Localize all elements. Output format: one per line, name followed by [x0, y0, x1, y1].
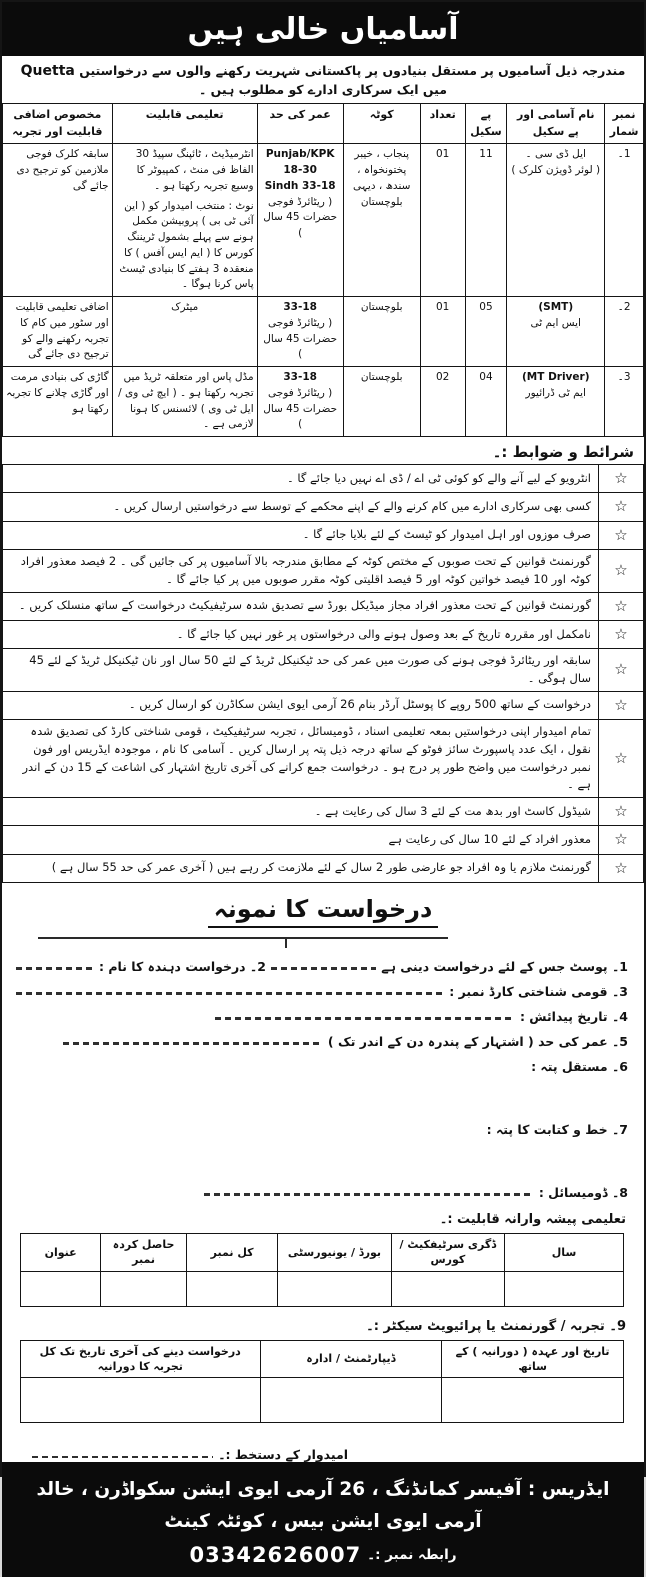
id-box	[382, 937, 412, 939]
domicile-label: 8۔ ڈومیسائل :	[538, 1184, 628, 1200]
intro-after: میں ایک سرکاری ادارے کو مطلوب ہیں ۔	[198, 82, 448, 98]
header-count: تعداد	[420, 104, 465, 144]
job-row-ldc	[3, 144, 644, 297]
post-field-label: 1۔ پوسٹ جس کے لئے درخواست دینی ہے	[381, 958, 628, 974]
id-box	[74, 937, 104, 939]
contact-label: رابطہ نمبر :۔	[367, 1547, 457, 1564]
form-line-dob	[16, 1009, 628, 1024]
job-special: گاڑی کی بنیادی مرمت اور گاڑی چلانے کا تجربہ رکھتا ہو	[3, 367, 113, 437]
job-quota: بلوچستان	[343, 297, 420, 367]
header-quota: کوٹہ	[343, 104, 420, 144]
edu-blank-cell	[101, 1271, 187, 1306]
edu-header-board: بورڈ / یونیورسٹی	[278, 1233, 391, 1271]
exp-blank-cell	[442, 1378, 624, 1423]
form-line-postal-address	[16, 1122, 628, 1137]
job-row-smt	[3, 297, 644, 367]
term-text: کسی بھی سرکاری ادارے میں کام کرنے والے کے اپنے محکمے کے توسط سے درخواستیں ارسال کریں ۔	[3, 493, 599, 521]
job-age-limit: 33-18 ( ریٹائرڈ فوجی حضرات 45 سال )	[257, 297, 343, 367]
term-row	[3, 592, 644, 620]
edu-blank-cell	[391, 1271, 504, 1306]
id-box	[140, 937, 202, 939]
term-text: معذور افراد کے لئے 10 سال کی رعایت ہے	[3, 826, 599, 854]
term-row	[3, 493, 644, 521]
job-quota: بلوچستان	[343, 367, 420, 437]
term-row	[3, 549, 644, 592]
term-row	[3, 798, 644, 826]
job-row-mt-driver	[3, 367, 644, 437]
education-blank-row	[21, 1271, 624, 1306]
edu-header-obtained-marks: حاصل کردہ نمبر	[101, 1233, 187, 1271]
phone-number: 03342626007	[189, 1543, 362, 1568]
star-icon: ☆	[599, 521, 644, 549]
job-count: 02	[420, 367, 465, 437]
form-line-cnic	[16, 984, 628, 999]
term-row	[3, 854, 644, 882]
job-serial: 1۔	[605, 144, 644, 297]
id-box	[202, 937, 286, 939]
experience-header-row	[21, 1340, 624, 1378]
term-text: انٹرویو کے لیے آنے والے کو کوئی ٹی اے / ڈی اے نہیں دیا جائے گا ۔	[3, 465, 599, 493]
term-row	[3, 465, 644, 493]
title-banner	[2, 2, 644, 56]
header-serial: نمبر شمار	[605, 104, 644, 144]
term-text: تمام امیدوار اپنی درخواستیں بمعہ تعلیمی اسناد ، ڈومیسائل ، تجربہ سرٹیفیکیٹ ، قومی شناختی کارڈ کی تصدیق شدہ نقول ، ایک عدد پاسپورٹ سائز فوٹو کے ساتھ درجہ ذیل پتہ پر ارسال کریں ۔ آسامی کا نام ، موجودہ ایڈریس اور فون نمبر درخواست میں واضح طور پر درج ہو ۔ درخواست جمع کرانے کی آخری تاریخ اشتہار کی اشاعت کے 15 دن کے اندر ہے ۔	[3, 719, 599, 797]
signature-label: امیدوار کے دستخط :۔	[218, 1447, 348, 1463]
application-title: درخواست کا نمونہ	[2, 895, 644, 923]
age-label: 5۔ عمر کی حد ( اشتہار کے پندرہ دن کے اندر تک )	[327, 1033, 628, 1049]
signature-blank	[32, 1456, 213, 1459]
header-special-qualification: مخصوص اضافی قابلیت اور تجربہ	[3, 104, 113, 144]
id-number-boxes	[38, 937, 448, 939]
star-icon: ☆	[599, 826, 644, 854]
education-table	[20, 1233, 624, 1307]
term-text: گورنمنٹ ملازم یا وہ افراد جو عارضی طور 2 سال کے لئے ملازمت کر رہے ہیں ( آخری عمر کی حد 55 سال ہے )	[3, 854, 599, 882]
edu-header-year: سال	[505, 1233, 624, 1271]
star-icon: ☆	[599, 649, 644, 692]
star-icon: ☆	[599, 493, 644, 521]
form-line-permanent-address	[16, 1059, 628, 1074]
form-line-post-and-name	[16, 959, 628, 974]
job-education: انٹرمیڈیٹ ، ٹائپنگ سپیڈ 30 الفاظ فی منٹ ، کمپیوٹر کا وسیع تجربہ رکھتا ہو ۔ نوٹ : منتخب امیدوار کو ( این آئی ٹی بی ) پروبیشن مکمل ہونے سے پہلے بشمول ٹریننگ کورس کا ( ایم ایس آفس ) کا منعقدہ 3 ہفتے کا بنیادی ٹیسٹ پاس کرنا ہوگا ۔	[112, 144, 257, 297]
job-pay-scale: 04	[465, 367, 507, 437]
term-row	[3, 826, 644, 854]
id-box	[344, 937, 382, 939]
exp-header-department: ڈیپارٹمنٹ / ادارہ	[260, 1340, 442, 1378]
term-row	[3, 620, 644, 648]
permanent-address-label: 6۔ مستقل پتہ :	[531, 1058, 628, 1074]
header-education: تعلیمی قابلیت	[112, 104, 257, 144]
header-post: نام آسامی اور پے سکیل	[507, 104, 605, 144]
id-box	[286, 937, 344, 939]
experience-blank-row	[21, 1378, 624, 1423]
term-text: نامکمل اور مقررہ تاریخ کے بعد وصول ہونے والی درخواستوں پر غور نہیں کیا جائے گا ۔	[3, 620, 599, 648]
form-line-age	[16, 1034, 628, 1049]
applicant-name-label: 2۔ درخواست دہندہ کا نام :	[99, 958, 266, 974]
signature-line	[32, 1447, 348, 1462]
job-age-limit: Punjab/KPK 18-30 Sindh 33-18 ( ریٹائرڈ فوجی حضرات 45 سال )	[257, 144, 343, 297]
terms-table	[2, 464, 644, 883]
id-box	[38, 937, 74, 939]
term-text: شیڈول کاسٹ اور بدھ مت کے لئے 3 سال کی رعایت ہے ۔	[3, 798, 599, 826]
edu-blank-cell	[21, 1271, 101, 1306]
blank-field	[271, 967, 376, 970]
star-icon: ☆	[599, 592, 644, 620]
edu-header-division: عنوان	[21, 1233, 101, 1271]
job-quota: پنجاب ، خیبر پختونخواہ ، سندھ ، دیہی بلوچستان	[343, 144, 420, 297]
star-icon: ☆	[599, 719, 644, 797]
edu-blank-cell	[186, 1271, 277, 1306]
jobs-table	[2, 103, 644, 437]
education-header-row	[21, 1233, 624, 1271]
star-icon: ☆	[599, 798, 644, 826]
intro-before: مندرجہ ذیل آسامیوں پر مستقل بنیادوں پر پاکستانی شہریت رکھنے والوں سے درخواستیں	[79, 63, 626, 78]
job-post: ایل ڈی سی ۔ ( لوئر ڈویژن کلرک )	[507, 144, 605, 297]
address-text: ایڈریس : آفیسر کمانڈنگ ، 26 آرمی ایوی ایشن سکواڈرن ، خالد آرمی ایوی ایشن بیس ، کوئٹہ کینٹ	[36, 1479, 610, 1532]
form-line-domicile	[16, 1185, 628, 1200]
job-pay-scale: 05	[465, 297, 507, 367]
job-education: میٹرک	[112, 297, 257, 367]
header-age-limit: عمر کی حد	[257, 104, 343, 144]
star-icon: ☆	[599, 854, 644, 882]
star-icon: ☆	[599, 549, 644, 592]
education-heading: تعلیمی پیشہ وارانہ قابلیت :۔	[439, 1211, 626, 1227]
id-box	[412, 937, 448, 939]
blank-field	[204, 1193, 534, 1196]
edu-header-degree: ڈگری سرٹیفکیٹ / کورس	[391, 1233, 504, 1271]
job-pay-scale: 11	[465, 144, 507, 297]
term-row	[3, 691, 644, 719]
blank-field	[16, 967, 94, 970]
job-serial: 2۔	[605, 297, 644, 367]
edu-blank-cell	[505, 1271, 624, 1306]
blank-field	[215, 1017, 515, 1020]
exp-blank-cell	[260, 1378, 442, 1423]
job-special: سابقہ کلرک فوجی ملازمین کو ترجیح دی جائے گی	[3, 144, 113, 297]
experience-table	[20, 1340, 624, 1424]
id-box	[104, 937, 140, 939]
job-post: (MT Driver) ایم ٹی ڈرائیور	[507, 367, 605, 437]
edu-header-total-marks: کل نمبر	[186, 1233, 277, 1271]
footer-address-bar	[2, 1462, 644, 1577]
dob-label: 4۔ تاریخ پیدائش :	[519, 1008, 628, 1024]
term-row	[3, 719, 644, 797]
city-name: Quetta	[20, 63, 75, 79]
jobs-header-row	[3, 104, 644, 144]
exp-header-date-post: تاریخ اور عہدہ ( دورانیہ ) کے ساتھ	[442, 1340, 624, 1378]
page-title: آسامیاں خالی ہیں	[187, 11, 459, 47]
star-icon: ☆	[599, 465, 644, 493]
edu-blank-cell	[278, 1271, 391, 1306]
term-row	[3, 649, 644, 692]
job-count: 01	[420, 297, 465, 367]
term-text: سابقہ اور ریٹائرڈ فوجی ہونے کی صورت میں عمر کی حد ٹیکنیکل ٹریڈ کے لئے 50 سال اور نان ٹیکنیکل ٹریڈ کے لئے 45 سال ہوگی ۔	[3, 649, 599, 692]
intro-line	[2, 56, 644, 103]
cnic-label: 3۔ قومی شناختی کارڈ نمبر :	[449, 983, 628, 999]
exp-header-duration: درخواست دینے کی آخری تاریخ تک کل تجربہ کا دورانیہ	[21, 1340, 261, 1378]
term-text: درخواست کے ساتھ 500 روپے کا پوسٹل آرڈر بنام 26 آرمی ایوی ایشن سکاڈرن کو ارسال کریں ۔	[3, 691, 599, 719]
job-education: مڈل پاس اور متعلقہ ٹریڈ میں تجربہ رکھتا ہو ۔ ( ایچ ٹی وی / ایل ٹی وی ) لائسنس کا ہونا لازمی ہے ۔	[112, 367, 257, 437]
job-age-limit: 33-18 ( ریٹائرڈ فوجی حضرات 45 سال )	[257, 367, 343, 437]
blank-field	[63, 1042, 323, 1045]
term-text: گورنمنٹ قوانین کے تحت معذور افراد مجاز میڈیکل بورڈ سے تصدیق شدہ سرٹیفیکیٹ درخواست کے ساتھ منسلک کریں ۔	[3, 592, 599, 620]
exp-blank-cell	[21, 1378, 261, 1423]
job-count: 01	[420, 144, 465, 297]
experience-heading: 9۔ تجربہ / گورنمنٹ یا پرائیویٹ سیکٹر :۔	[366, 1318, 626, 1334]
contact-line	[12, 1543, 634, 1567]
job-post: (SMT) ایس ایم ٹی	[507, 297, 605, 367]
job-special: اضافی تعلیمی قابلیت اور سٹور میں کام کا تجربہ رکھنے والے کو ترجیح دی جائے گی	[3, 297, 113, 367]
star-icon: ☆	[599, 620, 644, 648]
job-serial: 3۔	[605, 367, 644, 437]
star-icon: ☆	[599, 691, 644, 719]
term-text: گورنمنٹ قوانین کے تحت صوبوں کے مختص کوٹہ کے مطابق مندرجہ بالا آسامیوں پر کی جائیں گی ۔ 2 فیصد معذور افراد کوٹہ اور 10 فیصد خواتین کوٹہ اور 5 فیصد اقلیتی کوٹہ مقرر صوبوں میں پر کیا جائے گا ۔	[3, 549, 599, 592]
header-pay-scale: پے سکیل	[465, 104, 507, 144]
term-text: صرف موزوں اور اہل امیدوار کو ٹیسٹ کے لئے بلایا جائے گا ۔	[3, 521, 599, 549]
term-row	[3, 521, 644, 549]
blank-field	[16, 992, 444, 995]
terms-heading: شرائط و ضوابط :۔	[492, 443, 634, 462]
postal-address-label: 7۔ خط و کتابت کا پتہ :	[486, 1121, 628, 1137]
